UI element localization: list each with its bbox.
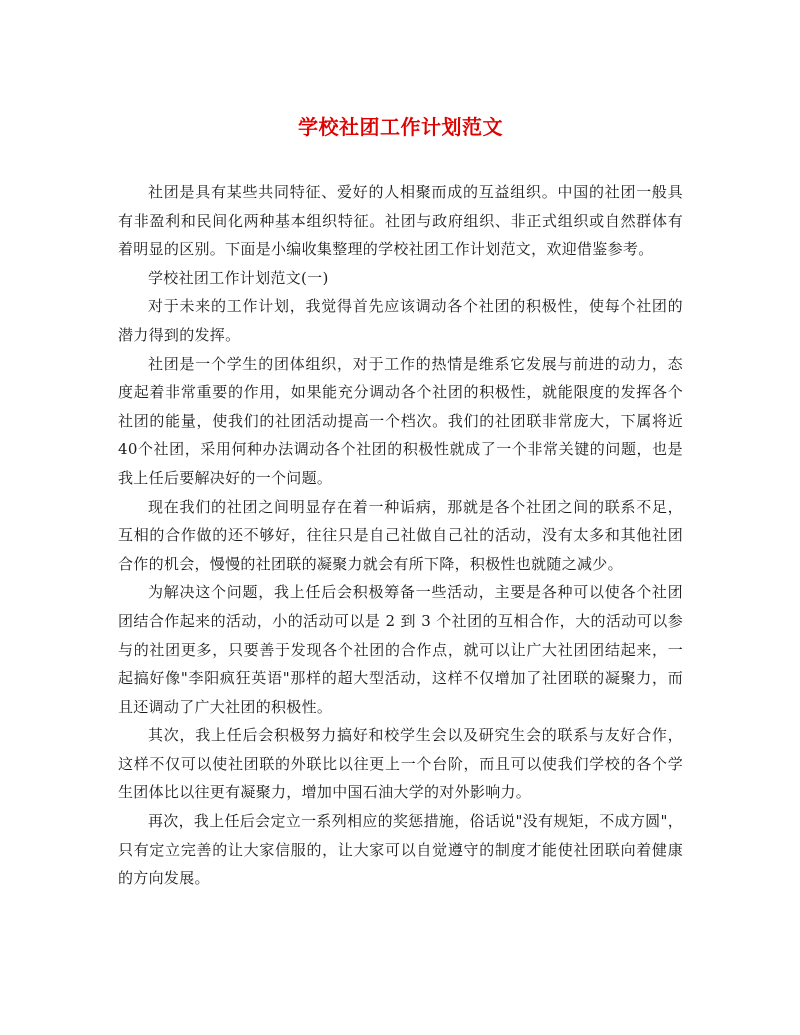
body-paragraph: 其次，我上任后会积极努力搞好和校学生会以及研究生会的联系与友好合作，这样不仅可以使社团联的外联比以往更上一个台阶，而且可以使我们学校的各个学生团体比以往更有凝聚力，增加中国石油大学的对外影响力。 [118, 726, 683, 802]
body-paragraph: 再次，我上任后会定立一系列相应的奖惩措施，俗话说"没有规矩，不成方圆"，只有定立完善的让大家信服的，让大家可以自觉遵守的制度才能使社团联向着健康的方向发展。 [118, 812, 683, 888]
body-paragraph: 现在我们的社团之间明显存在着一种诟病，那就是各个社团之间的联系不足，互相的合作做的还不够好，往往只是自己社做自己社的活动，没有太多和其他社团合作的机会，慢慢的社团联的凝聚力就会有所下降，积极性也就随之减少。 [118, 497, 683, 573]
intro-paragraph: 社团是具有某些共同特征、爱好的人相聚而成的互益组织。中国的社团一般具有非盈利和民间化两种基本组织特征。社团与政府组织、非正式组织或自然群体有着明显的区别。下面是小编收集整理的学校社团工作计划范文，欢迎借鉴参考。 [118, 183, 683, 259]
document-title: 学校社团工作计划范文 [298, 115, 503, 139]
body-paragraph: 对于未来的工作计划，我觉得首先应该调动各个社团的积极性，使每个社团的潜力得到的发挥。 [118, 297, 683, 344]
section-heading: 学校社团工作计划范文(一) [148, 268, 329, 287]
body-paragraph: 社团是一个学生的团体组织，对于工作的热情是维系它发展与前进的动力，态度起着非常重要的作用，如果能充分调动各个社团的积极性，就能限度的发挥各个社团的能量，使我们的社团活动提高一个档次。我们的社团联非常庞大，下属将近40个社团，采用何种办法调动各个社团的积极性就成了一个非常关键的问题，也是我上任后要解决好的一个问题。 [118, 354, 683, 487]
body-paragraph: 为解决这个问题，我上任后会积极筹备一些活动，主要是各种可以使各个社团团结合作起来的活动，小的活动可以是 2 到 3 个社团的互相合作，大的活动可以参与的社团更多，只要善于发现各个社团的合作点，就可以让广大社团团结起来，一起搞好像"李阳疯狂英语"那样的超大型活动，这样不仅增加了社团联的凝聚力，而且还调动了广大社团的积极性。 [118, 583, 683, 716]
